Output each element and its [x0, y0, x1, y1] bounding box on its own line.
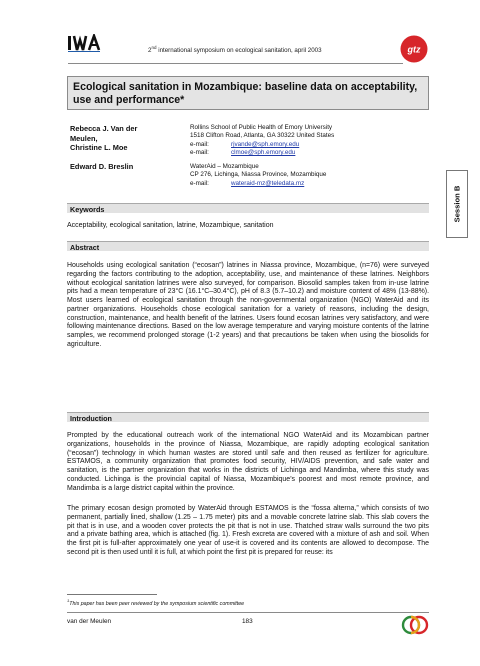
section-header-introduction [67, 412, 429, 422]
email-row [190, 180, 326, 188]
section-header-keywords [67, 203, 429, 213]
author-name-line: Rebecca J. Van der [70, 124, 138, 133]
footer-divider [67, 612, 429, 613]
section-title: Introduction [70, 414, 112, 423]
section-title: Abstract [70, 243, 100, 252]
author-name-line: Meulen, [70, 133, 98, 143]
affiliation-line: CP 276, Lichinga, Niassa Province, Mozambique [190, 171, 327, 179]
affiliation-1 [190, 124, 334, 158]
section-title: Keywords [70, 205, 105, 214]
introduction-paragraph-1: Prompted by the educational outreach work of the international NGO WaterAid and its Mozambican partner organizations, households in the province of Niassa, Mozambique, are rapidly adopting ecological sanitation (“ecosan”) technology in which human wastes are stored until safe and then reused as fertilizer for agriculture. ESTAMOS, a community organization that promotes food security, HIV/AIDS prevention, and safe water and sanitation, is the partner organization that works in the districts of Lichinga and Mandimba, where this study was conducted. Lichinga is the provincial capital of Niassa, Mozambique’s poorest and most remote province, and Mandimba is a large district capital within the province. [67, 432, 429, 492]
author-group-1 [70, 124, 137, 153]
section-header-abstract [67, 241, 429, 251]
session-tab [446, 170, 468, 238]
keywords-text: Acceptability, ecological sanitation, latrine, Mozambique, sanitation [67, 222, 274, 229]
affiliation-2 [190, 163, 326, 188]
affiliation-line: 1518 Clifton Road, Atlanta, GA 30322 United States [190, 132, 335, 140]
page-number: 183 [242, 618, 253, 625]
svg-text:gtz: gtz [407, 44, 421, 55]
email-link[interactable]: wateraid-mz@teledata.mz [231, 179, 305, 187]
email-label: e-mail: [190, 179, 209, 187]
email-label: e-mail: [190, 140, 209, 148]
email-row [190, 141, 334, 149]
author-name-line: Christine L. Moe [70, 143, 128, 153]
abstract-paragraph: Households using ecological sanitation (“ecosan”) latrines in Niassa province, Mozambique, (n=76) were surveyed regarding the factors contributing to the adoption, acceptability, use, and maintenance of these latrines. Neighbors without ecological sanitation latrines were also surveyed, for comparison. Biosolid samples taken from in-use latrine pits had a mean temperature of 23°C (16.1°C–30.4°C), pH of 8.3 (5.7–10.2) and moisture content of 48% (13-88%). Most users learned of ecological sanitation through the non-governmental organization (NGO) WaterAid and its partner organizations. Households chose ecological sanitation for a variety of reasons, including the design, construction, maintenance, and health benefit of the latrines. Users found ecosan latrines very satisfactory, and were following maintenance directions. Based on the low average temperature and varying moisture contents of the latrine samples, we recommend prolonged storage (1-2 years) and that precautions be taken when using the biosolids for agriculture. [67, 262, 429, 348]
iwa-logo [68, 34, 106, 52]
symposium-header: 2nd international symposium on ecological sanitation, april 2003 [148, 45, 322, 55]
gtz-logo [399, 34, 429, 64]
footnote-text: This paper has been peer reviewed by the symposium scientific committee [69, 600, 245, 607]
email-row [190, 149, 334, 157]
footnote [67, 598, 244, 607]
ecosan-logo [400, 614, 430, 636]
email-link[interactable]: rjvande@sph.emory.edu [231, 140, 300, 148]
footer-author: van der Meulen [67, 618, 112, 625]
introduction-paragraph-2: The primary ecosan design promoted by WaterAid through ESTAMOS is the “fossa alterna,” which consists of two permanent, partially lined, shallow (1.25 – 1.75 meter) pits and a movable concrete latrine slab. This slab covers the pit that is in use, and a wooden cover protects the pit that is not in use. Thatched straw walls surround the two pits and a private bathing area, which is attached (fig. 1). Fresh excreta are covered with a mixture of ash and soil. When the first pit is full-after approximately one year of use-it is covered and its contents are allowed to decompose. The second pit is then used until it is full, at which point the first pit is prepared for reuse: its [67, 505, 429, 556]
author-group-2: Edward D. Breslin [70, 162, 134, 171]
header-divider [68, 63, 403, 64]
email-link[interactable]: clmoe@sph.emory.edu [231, 149, 296, 157]
footnote-divider [67, 594, 157, 595]
footnote-marker: 1 [67, 598, 70, 603]
title-box [67, 76, 429, 110]
affiliation-line: Rollins School of Public Health of Emory University [190, 124, 333, 131]
session-label: Session B [452, 185, 462, 223]
affiliation-line: WaterAid – Mozambique [190, 163, 259, 170]
paper-title: Ecological sanitation in Mozambique: baseline data on acceptability, use and performance* [73, 81, 418, 106]
email-label: e-mail: [190, 149, 209, 157]
